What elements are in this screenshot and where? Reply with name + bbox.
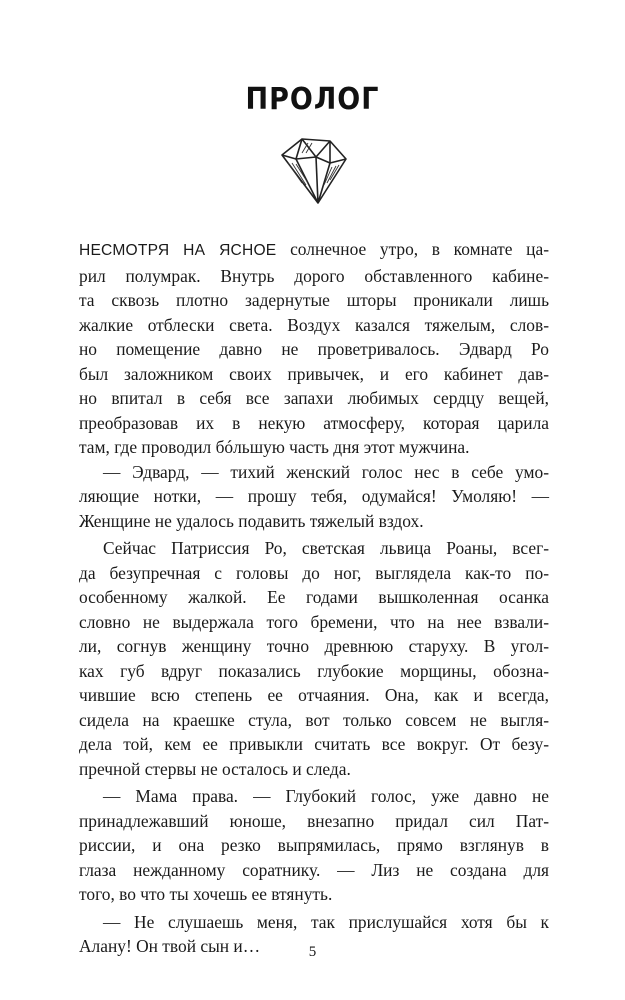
text-line: — Эдвард, — тихий женский голос нес в себе умо- (103, 461, 549, 482)
text-line: но помещение давно не проветривалось. Эдвард Ро (79, 339, 549, 359)
text-line: там, где проводил бóльшую часть дня этот мужчина. (79, 437, 470, 457)
text-line: та сквозь плотно задернутые шторы проникали лишь (79, 290, 549, 310)
text-line: преобразовав их в некую атмосферу, которая царила (79, 412, 549, 433)
text-line: особенному жалкой. Ее годами вышколенная осанка (79, 587, 549, 607)
text-line: но впитал в себя все запахи любимых сердцу вещей, (79, 388, 549, 408)
text-line: ках губ вдруг показались глубокие морщины, обозна- (79, 660, 549, 681)
text-line: Алану! Он твой сын и… (79, 936, 261, 956)
text-line: жалкие отблески света. Воздух казался тяжелым, слов- (79, 314, 549, 335)
text-line: сидела на краешке стула, вот только совсем не выгля- (79, 709, 549, 730)
opening-caps: НЕСМОТРЯ НА ЯСНОЕ (79, 242, 277, 259)
text-line: ли, согнув женщину точно древнюю старуху. В угол- (79, 636, 549, 656)
text-line: дела той, кем ее привыкли считать все вокруг. От безу- (79, 734, 549, 754)
text-line: — Мама права. — Глубокий голос, уже давно не (103, 786, 549, 806)
text-line: был заложником своих привычек, и его кабинет дав- (79, 363, 549, 384)
text-line: ляющие нотки, — прошу тебя, одумайся! Умоляю! — (79, 486, 549, 506)
text-line: того, во что ты хочешь ее втянуть. (79, 884, 333, 904)
text-line: рил полумрак. Внутрь дорого обставленного кабине- (79, 265, 549, 286)
text-line: риссии, и она резко выпрямилась, прямо взглянув в (79, 835, 549, 855)
chapter-title: ПРОЛОГ (245, 82, 380, 117)
text-line: — Не слушаешь меня, так прислушайся хотя бы к (103, 911, 549, 932)
prologue-text (79, 237, 549, 959)
text-line: пречной стервы не осталось и следа. (79, 758, 351, 779)
text-line: глаза нежданному соратнику. — Лиз не создана для (79, 859, 549, 880)
text-line: чившие всю степень ее отчаяния. Она, как и всегда, (79, 685, 549, 705)
text-line: да безупречная с головы до ног, выглядела как-то по- (79, 562, 549, 583)
text-line: НЕСМОТРЯ НА ЯСНОЕ солнечное утро, в комнате ца- (79, 239, 549, 259)
text-line: словно не выдержала того бремени, что на нее взвали- (79, 611, 549, 632)
text-line: принадлежавший юноше, внезапно придал сил Пат- (79, 810, 549, 831)
page-number: 5 (308, 944, 317, 960)
diamond-icon (272, 133, 352, 209)
text-line: Сейчас Патриссия Ро, светская львица Роаны, всег- (103, 538, 549, 558)
text-line: Женщине не удалось подавить тяжелый вздох. (79, 510, 424, 531)
